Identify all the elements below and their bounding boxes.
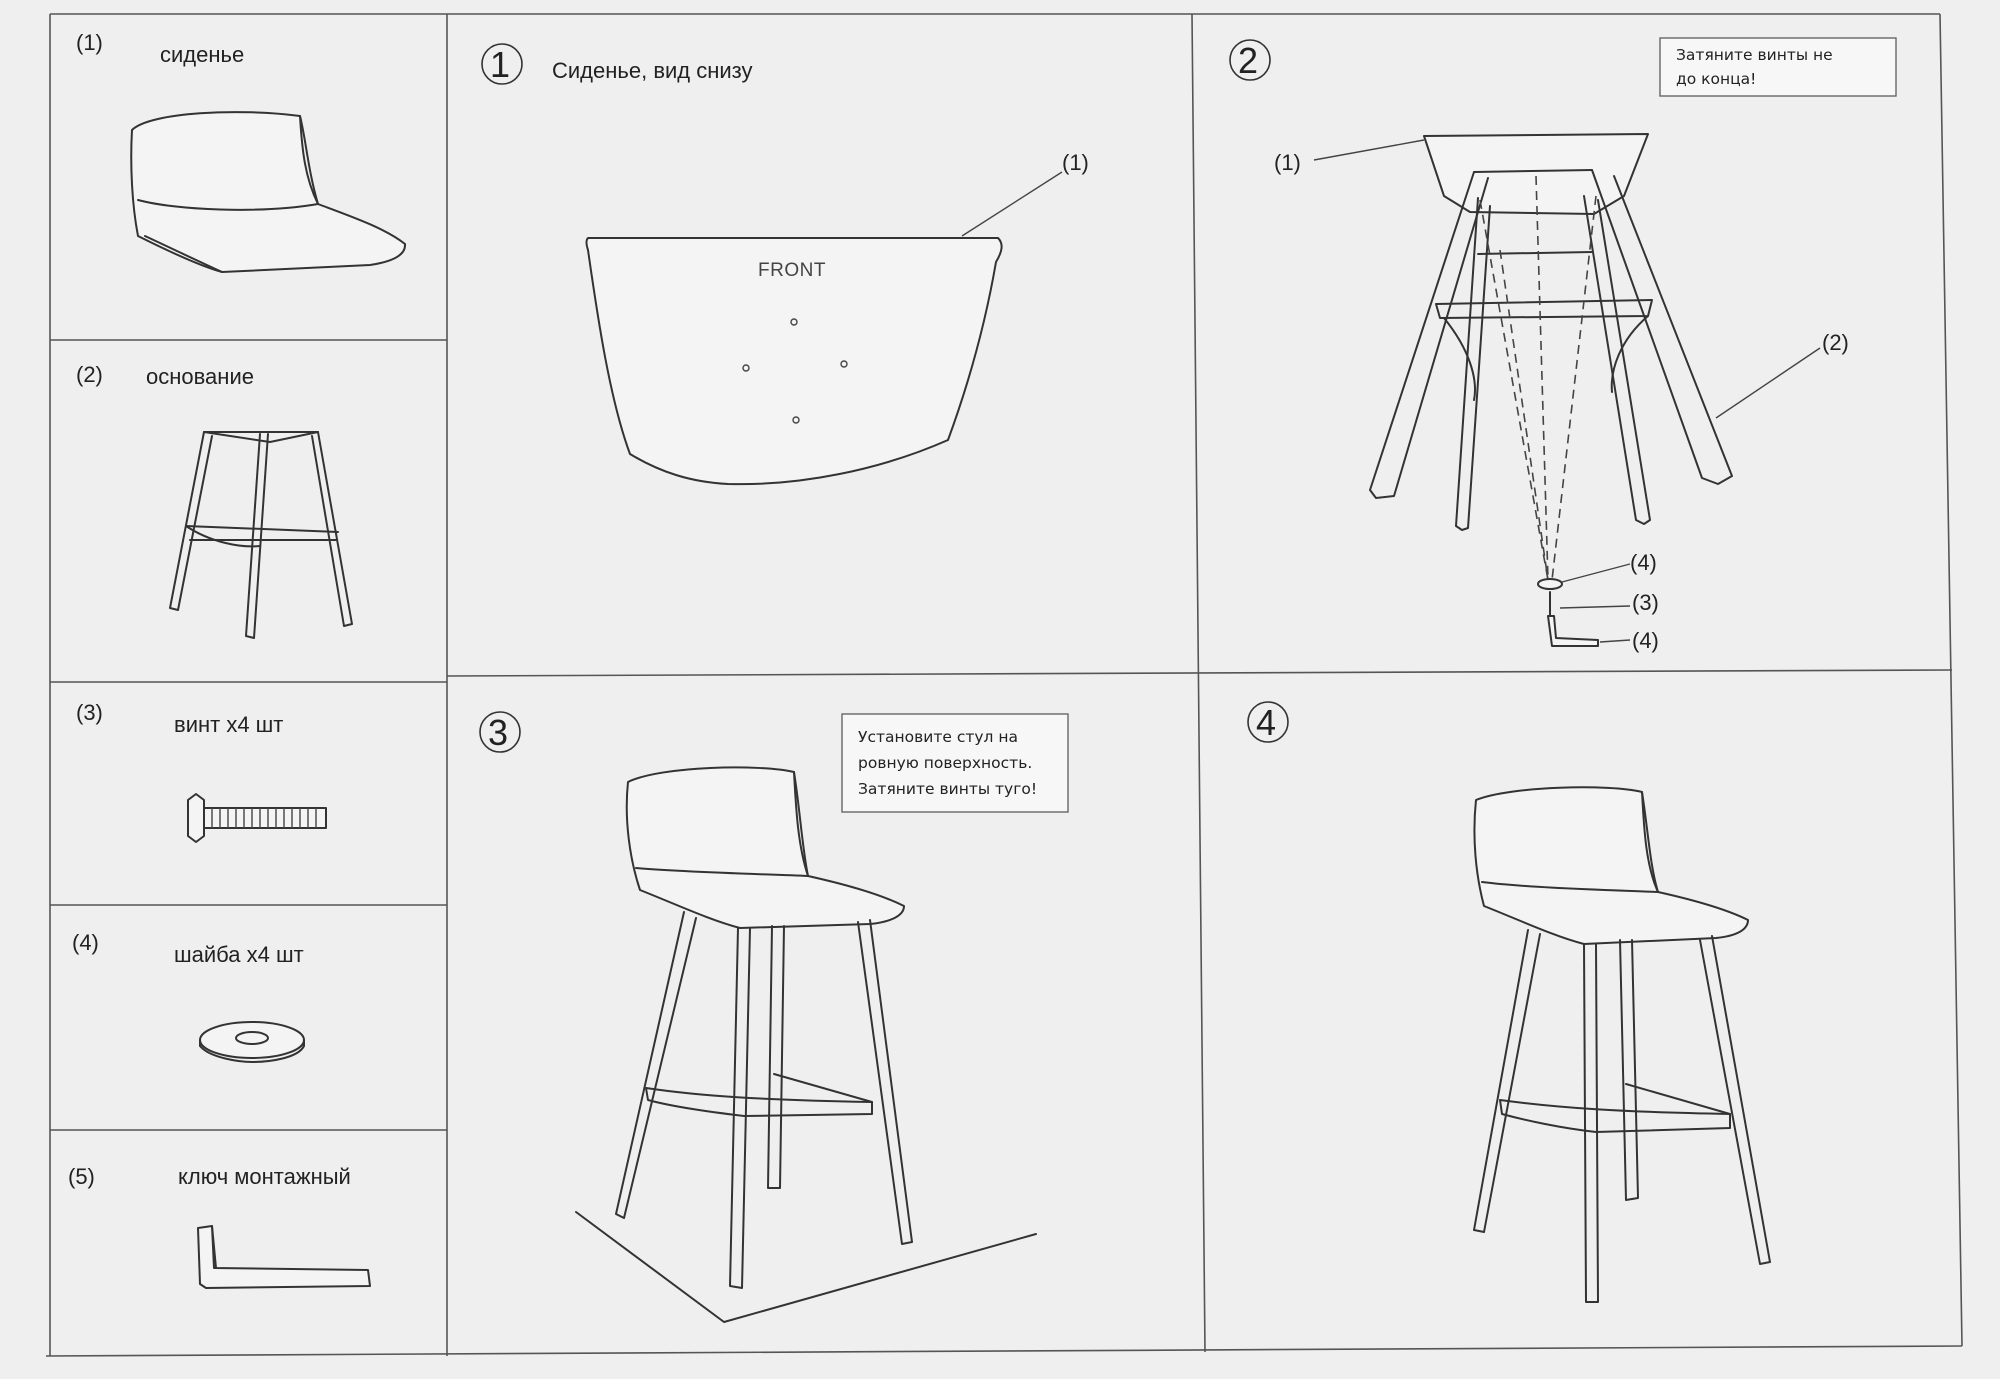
step-4-number: 4 bbox=[1256, 702, 1277, 743]
callout-line bbox=[1314, 140, 1424, 160]
part-4-name: шайба x4 шт bbox=[174, 942, 304, 967]
part-1-seat bbox=[76, 30, 405, 272]
step-3-number: 3 bbox=[488, 712, 509, 753]
part-5-number: (5) bbox=[68, 1164, 95, 1189]
step-3-note-line-1: Установите стул на bbox=[858, 728, 1019, 746]
stool-upside-down-icon bbox=[1370, 134, 1732, 580]
step-1-callout: (1) bbox=[1062, 150, 1089, 175]
step-2-callout-2: (2) bbox=[1822, 330, 1849, 355]
step-2-panel bbox=[1230, 38, 1896, 653]
part-3-name: винт x4 шт bbox=[174, 712, 284, 737]
step-2-callout-3: (4) bbox=[1630, 550, 1657, 575]
seat-icon bbox=[131, 112, 405, 272]
step-2-callout-1: (1) bbox=[1274, 150, 1301, 175]
fasteners-icon bbox=[1538, 579, 1598, 646]
washer-icon bbox=[200, 1022, 304, 1062]
step-2-callout-4: (3) bbox=[1632, 590, 1659, 615]
part-1-number: (1) bbox=[76, 30, 103, 55]
stool-icon bbox=[576, 767, 1036, 1322]
step-2-callout-5: (4) bbox=[1632, 628, 1659, 653]
callout-line bbox=[1600, 640, 1630, 642]
hex-key-icon bbox=[198, 1226, 370, 1288]
step-2-note-line-2: до конца! bbox=[1676, 70, 1757, 88]
step-1-number: 1 bbox=[490, 44, 511, 85]
base-icon bbox=[170, 432, 352, 638]
callout-line bbox=[1562, 564, 1630, 582]
step-2-number: 2 bbox=[1238, 40, 1259, 81]
step-1-panel bbox=[482, 44, 1089, 484]
part-4-number: (4) bbox=[72, 930, 99, 955]
stool-icon bbox=[1474, 787, 1770, 1302]
part-5-name: ключ монтажный bbox=[178, 1164, 351, 1189]
screw-icon bbox=[188, 794, 326, 842]
step-4-panel bbox=[1248, 702, 1770, 1302]
part-4-washer bbox=[72, 930, 304, 1062]
part-3-number: (3) bbox=[76, 700, 103, 725]
step-1-title: Сиденье, вид снизу bbox=[552, 58, 753, 83]
step-3-panel bbox=[480, 712, 1068, 1322]
part-2-number: (2) bbox=[76, 362, 103, 387]
callout-line bbox=[1560, 606, 1630, 608]
callout-line bbox=[1716, 348, 1820, 418]
part-2-base bbox=[76, 362, 352, 638]
step-3-note-line-3: Затяните винты туго! bbox=[858, 780, 1038, 798]
step-3-note-line-2: ровную поверхность. bbox=[858, 754, 1033, 772]
step-2-note-line-1: Затяните винты не bbox=[1676, 46, 1833, 64]
part-3-screw bbox=[76, 700, 326, 842]
part-2-name: основание bbox=[146, 364, 254, 389]
part-1-name: сиденье bbox=[160, 42, 245, 67]
callout-line bbox=[962, 172, 1062, 236]
part-5-hex-key bbox=[68, 1164, 370, 1288]
front-label: FRONT bbox=[758, 260, 826, 281]
